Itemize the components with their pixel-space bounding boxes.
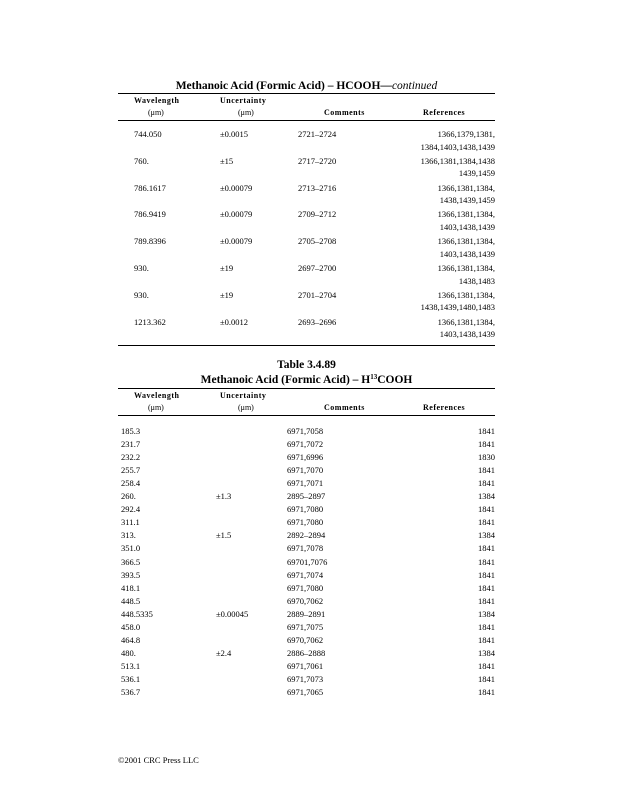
comments-cell: 2889–2891 <box>287 608 326 619</box>
comments-cell: 6971,7071 <box>287 478 324 489</box>
references-cell: 1841 <box>478 439 495 450</box>
references-cell-cont: 1438,1439,1480,1483 <box>420 302 495 313</box>
wavelength-cell: 513.1 <box>121 660 141 671</box>
table1-top-rule <box>118 93 495 94</box>
comments-cell: 2697–2700 <box>298 263 337 273</box>
comments-cell: 2895–2897 <box>287 491 326 502</box>
table1-title <box>118 80 495 92</box>
uncertainty-cell: ±0.0015 <box>220 129 249 139</box>
uncertainty-cell: ±0.00079 <box>220 236 253 247</box>
references-cell: 1841 <box>478 426 495 436</box>
uncertainty-cell: ±19 <box>220 263 234 273</box>
wavelength-cell: 536.7 <box>121 687 141 697</box>
table2-title-pre: Methanoic Acid (Formic Acid) – H <box>200 374 371 386</box>
wavelength-cell: 260. <box>121 491 136 502</box>
comments-cell: 2713–2716 <box>298 182 337 193</box>
references-cell: 1841 <box>478 517 495 528</box>
uncertainty-cell: ±19 <box>220 289 234 300</box>
comments-cell: 2886–2888 <box>287 647 326 658</box>
comments-cell: 6970,7062 <box>287 634 324 645</box>
references-cell: 1841 <box>478 687 495 697</box>
wavelength-cell: 786.1617 <box>134 182 166 193</box>
comments-cell: 2701–2704 <box>298 289 337 300</box>
wavelength-cell: 930. <box>134 263 149 273</box>
table2-title-sup: 13 <box>370 373 378 381</box>
comments-cell: 2717–2720 <box>298 155 337 166</box>
wavelength-cell: 418.1 <box>121 582 141 593</box>
wavelength-cell: 313. <box>121 530 136 541</box>
wavelength-cell: 393.5 <box>121 569 141 580</box>
table2-header-uncertainty: Uncertainty <box>220 391 267 400</box>
comments-cell: 6971,7080 <box>287 504 324 515</box>
references-cell-cont: 1384,1403,1438,1439 <box>420 141 495 152</box>
wavelength-cell: 786.9419 <box>134 209 166 220</box>
table2-header-wavelength: Wavelength <box>134 391 180 400</box>
references-cell: 1366,1381,1384, <box>437 236 495 247</box>
uncertainty-cell: ±1.5 <box>216 530 232 541</box>
table1-title-continued: continued <box>391 80 438 92</box>
uncertainty-cell: ±0.00045 <box>216 608 249 619</box>
uncertainty-cell: ±15 <box>220 155 234 166</box>
references-cell: 1366,1381,1384, <box>437 263 495 273</box>
comments-cell: 6971,7061 <box>287 660 324 671</box>
wavelength-cell: 458.0 <box>121 621 141 632</box>
table1-header-comments: Comments <box>324 108 365 117</box>
table2-header-references: References <box>423 403 466 412</box>
wavelength-cell: 366.5 <box>121 556 141 567</box>
table1-header-rule <box>118 120 495 121</box>
wavelength-cell: 292.4 <box>121 504 141 515</box>
references-cell: 1841 <box>478 504 495 515</box>
wavelength-cell: 448.5335 <box>121 608 153 619</box>
references-cell: 1384 <box>478 608 495 619</box>
comments-cell: 2709–2712 <box>298 209 337 220</box>
wavelength-cell: 744.050 <box>134 129 162 139</box>
comments-cell: 6971,7080 <box>287 517 324 528</box>
wavelength-cell: 930. <box>134 289 149 300</box>
table1-bottom-rule <box>118 345 495 346</box>
wavelength-cell: 789.8396 <box>134 236 166 247</box>
table1-header-uncertainty: Uncertainty <box>220 96 267 105</box>
comments-cell: 2705–2708 <box>298 236 337 247</box>
wavelength-cell: 185.3 <box>121 426 141 436</box>
references-cell: 1366,1381,1384, <box>437 209 495 220</box>
copyright-footer: ©2001 CRC Press LLC <box>118 755 199 765</box>
table1-header-references: References <box>423 108 466 117</box>
comments-cell: 6971,7058 <box>287 426 324 436</box>
references-cell: 1841 <box>478 582 495 593</box>
references-cell: 1841 <box>478 673 495 684</box>
comments-cell: 69701,7076 <box>287 556 328 567</box>
table2-top-rule <box>118 388 495 389</box>
references-cell: 1366,1379,1381, <box>437 129 495 139</box>
table1-header-wavelength: Wavelength <box>134 96 180 105</box>
table2-header-rule <box>118 415 495 416</box>
uncertainty-cell: ±0.0012 <box>220 316 249 327</box>
uncertainty-cell: ±1.3 <box>216 491 232 502</box>
comments-cell: 2892–2894 <box>287 530 326 541</box>
comments-cell: 6971,6996 <box>287 452 324 463</box>
references-cell: 1384 <box>478 491 495 502</box>
wavelength-cell: 480. <box>121 647 136 658</box>
wavelength-cell: 1213.362 <box>134 316 166 327</box>
table1-title-main: Methanoic Acid (Formic Acid) – HCOOH— <box>175 80 392 92</box>
uncertainty-cell: ±0.00079 <box>220 209 253 220</box>
wavelength-cell: 311.1 <box>121 517 140 528</box>
references-cell: 1841 <box>478 465 495 476</box>
uncertainty-cell: ±0.00079 <box>220 182 253 193</box>
wavelength-cell: 536.1 <box>121 673 141 684</box>
references-cell-cont: 1438,1439,1459 <box>439 195 495 206</box>
table2-title <box>118 373 495 386</box>
comments-cell: 2693–2696 <box>298 316 337 327</box>
references-cell: 1830 <box>478 452 495 463</box>
wavelength-cell: 255.7 <box>121 465 141 476</box>
references-cell: 1841 <box>478 621 495 632</box>
uncertainty-cell: ±2.4 <box>216 647 232 658</box>
wavelength-cell: 232.2 <box>121 452 141 463</box>
wavelength-cell: 231.7 <box>121 439 141 450</box>
references-cell-cont: 1403,1438,1439 <box>439 248 495 259</box>
table2-header-comments: Comments <box>324 403 365 412</box>
references-cell: 1841 <box>478 569 495 580</box>
wavelength-cell: 464.8 <box>121 634 141 645</box>
comments-cell: 6970,7062 <box>287 595 324 606</box>
comments-cell: 6971,7073 <box>287 673 324 684</box>
references-cell: 1841 <box>478 595 495 606</box>
comments-cell: 6971,7075 <box>287 621 324 632</box>
table2-number: Table 3.4.89 <box>277 359 336 371</box>
references-cell-cont: 1403,1438,1439 <box>439 329 495 340</box>
table2-title-post: COOH <box>377 374 413 386</box>
comments-cell: 6971,7080 <box>287 582 324 593</box>
references-cell: 1841 <box>478 634 495 645</box>
references-cell: 1366,1381,1384, <box>437 289 495 300</box>
wavelength-cell: 258.4 <box>121 478 141 489</box>
comments-cell: 2721–2724 <box>298 129 337 139</box>
table1-header-uncertainty-unit: (μm) <box>238 108 254 117</box>
references-cell: 1841 <box>478 543 495 554</box>
references-cell: 1841 <box>478 478 495 489</box>
references-cell: 1384 <box>478 530 495 541</box>
comments-cell: 6971,7070 <box>287 465 324 476</box>
references-cell: 1384 <box>478 647 495 658</box>
references-cell-cont: 1403,1438,1439 <box>439 221 495 232</box>
comments-cell: 6971,7074 <box>287 569 324 580</box>
table2-header-wavelength-unit: (μm) <box>148 403 164 412</box>
table1-header-wavelength-unit: (μm) <box>148 108 164 117</box>
comments-cell: 6971,7072 <box>287 439 324 450</box>
references-cell: 1841 <box>478 660 495 671</box>
references-cell: 1841 <box>478 556 495 567</box>
wavelength-cell: 448.5 <box>121 595 141 606</box>
comments-cell: 6971,7065 <box>287 687 324 697</box>
references-cell: 1366,1381,1384, <box>437 182 495 193</box>
references-cell: 1366,1381,1384, <box>437 316 495 327</box>
references-cell-cont: 1439,1459 <box>458 168 495 179</box>
comments-cell: 6971,7078 <box>287 543 324 554</box>
references-cell-cont: 1438,1483 <box>458 275 495 286</box>
table2-header-uncertainty-unit: (μm) <box>238 403 254 412</box>
wavelength-cell: 351.0 <box>121 543 141 554</box>
wavelength-cell: 760. <box>134 155 149 166</box>
references-cell: 1366,1381,1384,1438 <box>420 155 495 166</box>
